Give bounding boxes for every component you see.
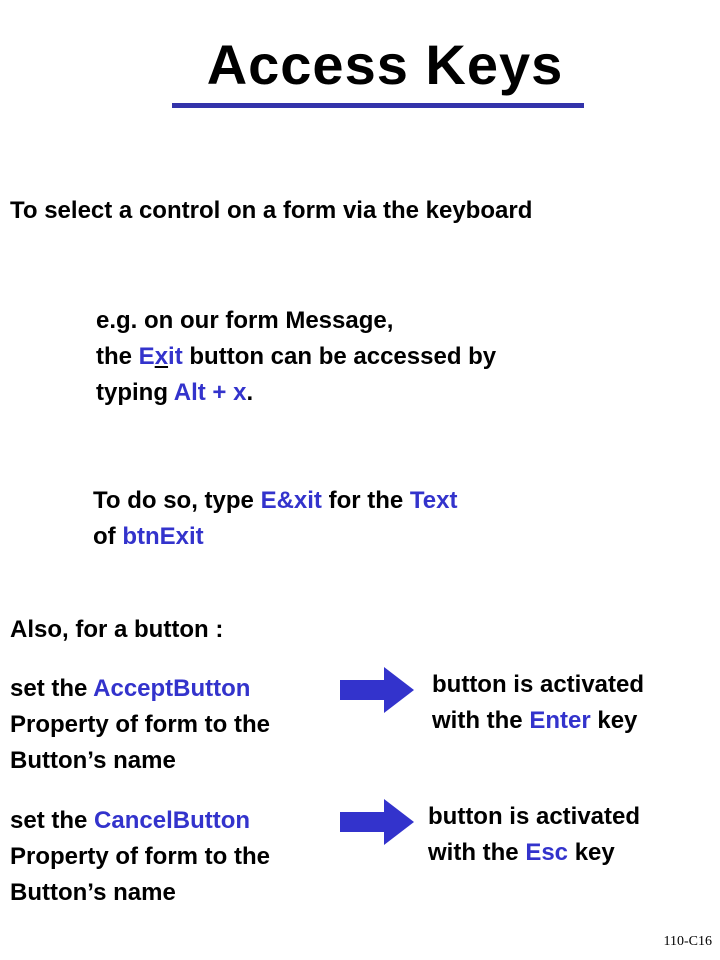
howto-text: of (93, 523, 123, 550)
example-text: . (246, 379, 254, 406)
accept-text: set the (10, 675, 94, 702)
accept-result-text: key (590, 707, 638, 734)
slide-title: Access Keys (206, 33, 564, 96)
cancel-result-line-1: button is activated (428, 803, 641, 830)
accept-block (10, 671, 270, 779)
exit-label-rest: it (168, 343, 183, 370)
cancel-button-property: CancelButton (94, 807, 251, 834)
example-block (96, 303, 496, 411)
howto-block (93, 483, 458, 555)
cancel-result-text: key (568, 839, 615, 866)
cancel-line-2: Property of form to the (10, 843, 271, 870)
cancel-line-1 (10, 803, 270, 839)
accept-result-line-1: button is activated (432, 671, 645, 698)
howto-line-1 (93, 483, 458, 519)
right-arrow-icon (340, 665, 416, 715)
text-value: E&xit (260, 487, 322, 514)
cancel-result-text: with the (428, 839, 526, 866)
example-text: the (96, 343, 139, 370)
cancel-text: set the (10, 807, 95, 834)
key-combo: Alt + x (173, 379, 247, 406)
cancel-result (428, 799, 640, 871)
howto-text: To do so, type (93, 487, 261, 514)
also-heading: Also, for a button : (10, 616, 224, 643)
text-property: Text (409, 487, 458, 514)
exit-label-e: E (138, 343, 155, 370)
accept-result-text: with the (432, 707, 530, 734)
enter-key: Enter (529, 707, 591, 734)
right-arrow-icon (340, 797, 416, 847)
intro-text: To select a control on a form via the keyboard (10, 197, 533, 224)
esc-key: Esc (525, 839, 569, 866)
howto-text: for the (321, 487, 410, 514)
cancel-result-line-2 (428, 835, 640, 871)
accept-result (432, 667, 644, 739)
exit-label-access-key: x (154, 343, 169, 370)
example-line-1: e.g. on our form Message, (96, 307, 394, 334)
example-line-3 (96, 375, 496, 411)
example-text: button can be accessed by (182, 343, 497, 370)
accept-line-3: Button’s name (10, 747, 176, 774)
example-text: typing (96, 379, 174, 406)
example-line-2 (96, 339, 496, 375)
accept-result-line-2 (432, 703, 644, 739)
cancel-block (10, 803, 270, 911)
cancel-line-3: Button’s name (10, 879, 176, 906)
control-name: btnExit (122, 523, 204, 550)
howto-line-2 (93, 519, 458, 555)
accept-line-1 (10, 671, 270, 707)
title-underline (172, 103, 584, 108)
slide-number: 110-C16 (663, 934, 712, 949)
accept-line-2: Property of form to the (10, 711, 271, 738)
accept-button-property: AcceptButton (93, 675, 251, 702)
